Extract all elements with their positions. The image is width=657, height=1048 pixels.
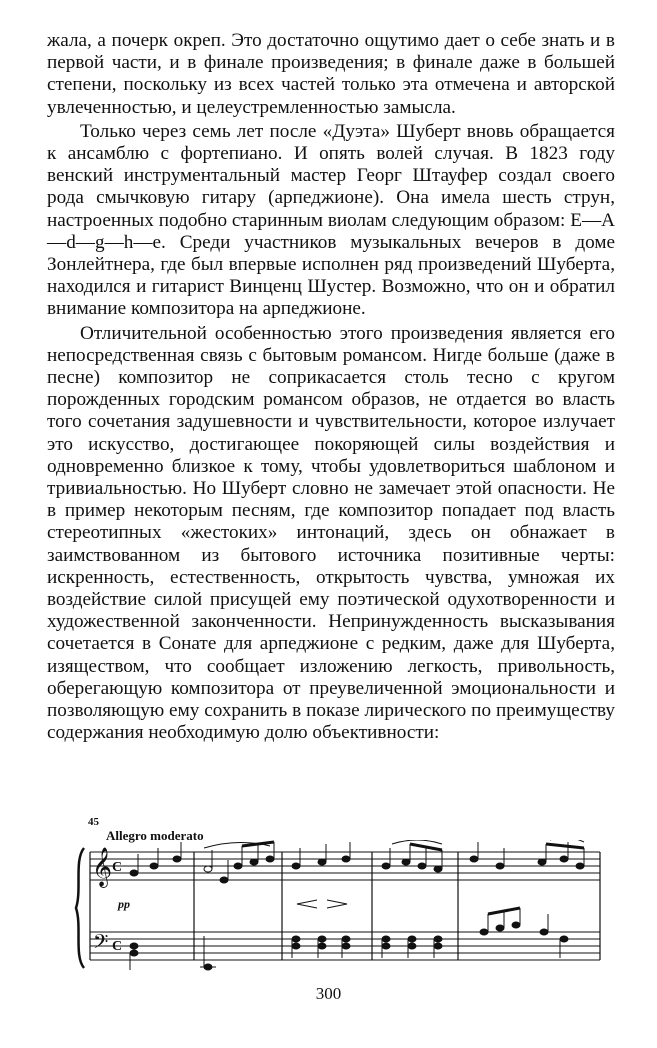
music-score [72,840,602,975]
tempo-marking: Allegro moderato [106,828,204,843]
treble-notes [130,842,584,883]
crescendo-hairpin-icon [297,900,347,908]
grand-staff-brace [76,848,84,968]
bass-clef-icon: 𝄢 [93,930,109,958]
paragraph-2: Только через семь лет после «Дуэта» Шуберт вновь обращается к ансамблю с фортепиано. И опять волей случая. В 1823 году венский инструментальный мастер Георг Штауфер создал своего рода смычковую гитару (арпеджионе). Она имела шесть струн, настроенных подобно старинным виолам следующим образом: E—A—d—g—h—e. Среди участников музыкальных вечеров в доме Зонлейтнера, где был впервые исполнен ряд произведений Шуберта, находился и гитарист Винценц Шустер. Возможно, что он и обратил внимание композитора на арпеджионе. [47,120,615,320]
paragraph-3: Отличительной особенностью этого произведения является его непосредственная связь с бытовым романсом. Нигде больше (даже в песне) композитор не соприкасается столь тесно с кругом порожденных городским романсом образов, не отдается во власть того сочетания задушевности и чувствительности, которое излучает это искусство, достигающее покоряющей силы воздействия и одновременно близкое к тому, чтобы удовлетвориться шаблоном и тривиальностью. Но Шуберт словно не замечает этой опасности. Не в пример некоторым песням, где композитор попадает под власть стереотипных «жестоких» интонаций, здесь он обнажает в заимствованном из бытового источника позитивные черты: искренность, естественность, открытость чувства, умножая их воздействие силой присущей ему поэтической одухотворенности и художественной законченности. Непринужденность высказывания сочетается в Сонате для арпеджионе с редким, даже для Шуберта, изяществом, что сообщает изложению легкость, привольность, оберегающую композитора от преувеличенной эмоциональности и позволяющую ему сохранить в показе лирического по преимуществу содержания необходимую долю объективности: [47,322,615,744]
page-number: 300 [315,984,342,1003]
time-signature-bass-icon: C [112,939,123,954]
music-example-number: 45 [88,816,99,828]
treble-clef-icon: 𝄞 [92,847,113,887]
body-text [47,30,615,745]
slurs [204,840,584,848]
paragraph-1: жала, а почерк окреп. Это достаточно ощутимо дает о себе знать и в первой части, и в финале произведения; в финале даже в большей степени, поскольку из всех частей только эта отмечена и авторской увлеченностью, и целеустремленностью замысла. [47,30,615,118]
time-signature-icon: C [112,860,123,875]
dynamic-marking: pp [118,897,130,911]
